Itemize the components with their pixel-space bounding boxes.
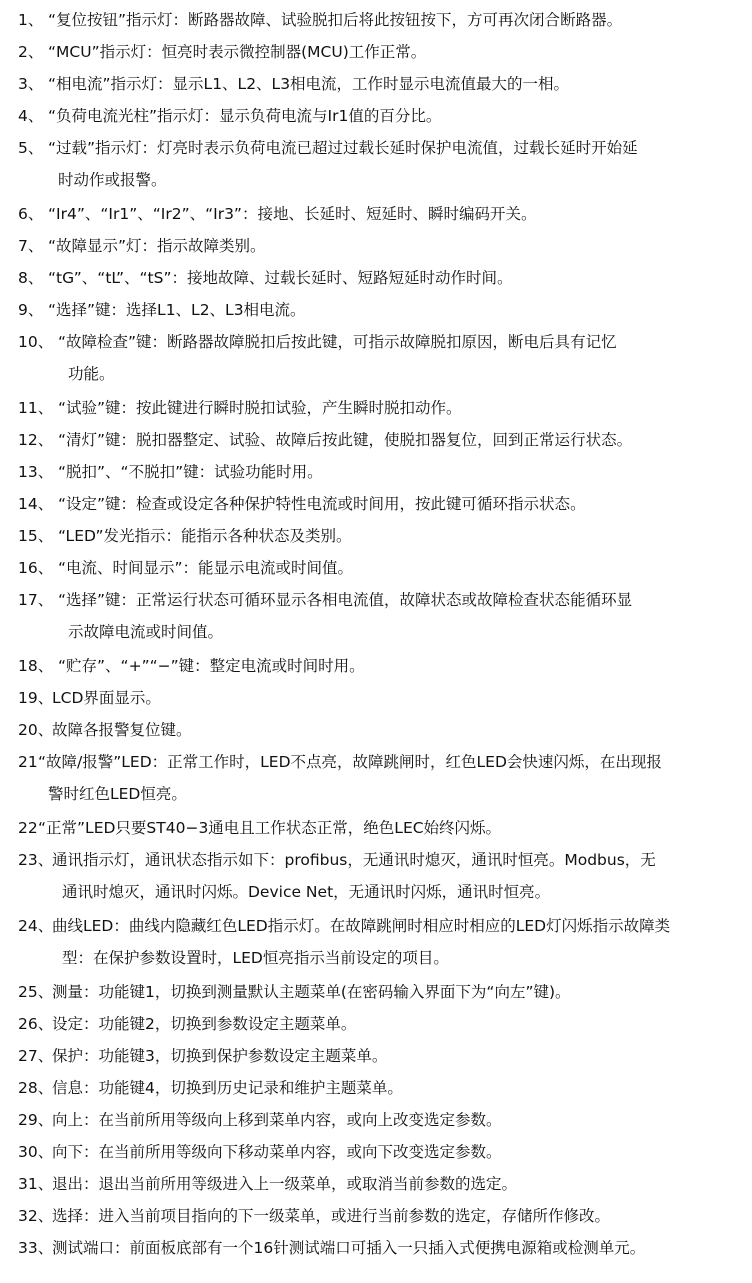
item-text: LCD界面显示。 (52, 689, 161, 707)
item-number: 17、 (18, 591, 54, 609)
item-number: 14、 (18, 495, 54, 513)
item-number: 25、 (18, 983, 54, 1001)
item-number: 18、 (18, 657, 54, 675)
item-text: “Ir4”、“Ir1”、“Ir2”、“Ir3”：接地、长延时、短延时、瞬时编码开关。 (48, 205, 537, 223)
item-number: 29、 (18, 1111, 54, 1129)
item-number: 6、 (18, 205, 44, 223)
item-text: 设定：功能键2，切换到参数设定主题菜单。 (52, 1015, 357, 1033)
item-number: 21 (18, 753, 38, 771)
item-number: 13、 (18, 463, 54, 481)
item-number: 10、 (18, 333, 54, 351)
item-text-continued: 警时红色LED恒亮。 (48, 785, 187, 803)
item-text: “故障显示”灯：指示故障类别。 (48, 237, 266, 255)
item-number: 12、 (18, 431, 54, 449)
item-text-continued: 示故障电流或时间值。 (68, 623, 224, 641)
item-number: 31、 (18, 1175, 54, 1193)
item-number: 11、 (18, 399, 54, 417)
item-text: “设定”键：检查或设定各种保护特性电流或时间用，按此键可循环指示状态。 (58, 495, 586, 513)
item-number: 5、 (18, 139, 44, 157)
item-number: 27、 (18, 1047, 54, 1065)
item-number: 8、 (18, 269, 44, 287)
item-number: 1、 (18, 11, 44, 29)
item-text: 曲线LED：曲线内隐藏红色LED指示灯。在故障跳闸时相应时相应的LED灯闪烁指示故障类 (52, 917, 671, 935)
item-text: 向下：在当前所用等级向下移动菜单内容，或向下改变选定参数。 (52, 1143, 502, 1161)
item-text: 测量：功能键1，切换到测量默认主题菜单(在密码输入界面下为“向左”键)。 (52, 983, 571, 1001)
item-text: “过载”指示灯：灯亮时表示负荷电流已超过过载长延时保护电流值，过载长延时开始延 (48, 139, 638, 157)
item-text: “故障/报警”LED：正常工作时，LED不点亮，故障跳闸时，红色LED会快速闪烁，在出现报 (38, 753, 662, 771)
item-number: 28、 (18, 1079, 54, 1097)
item-text: “相电流”指示灯：显示L1、L2、L3相电流，工作时显示电流值最大的一相。 (48, 75, 570, 93)
item-text: “清灯”键：脱扣器整定、试验、故障后按此键，使脱扣器复位，回到正常运行状态。 (58, 431, 633, 449)
item-text: “电流、时间显示”：能显示电流或时间值。 (58, 559, 354, 577)
item-text: 保护：功能键3，切换到保护参数设定主题菜单。 (52, 1047, 388, 1065)
item-text: 通讯指示灯，通讯状态指示如下：profibus，无通讯时熄灭，通讯时恒亮。Modbus，无 (52, 851, 656, 869)
item-number: 26、 (18, 1015, 54, 1033)
item-text: 向上：在当前所用等级向上移到菜单内容，或向上改变选定参数。 (52, 1111, 502, 1129)
item-text: “负荷电流光柱”指示灯：显示负荷电流与Ir1值的百分比。 (48, 107, 442, 125)
item-text: “LED”发光指示：能指示各种状态及类别。 (58, 527, 352, 545)
item-text-continued: 通讯时熄灭，通讯时闪烁。Device Net，无通讯时闪烁，通讯时恒亮。 (62, 883, 551, 901)
item-text: 故障各报警复位键。 (52, 721, 192, 739)
item-number: 3、 (18, 75, 44, 93)
item-number: 4、 (18, 107, 44, 125)
item-number: 16、 (18, 559, 54, 577)
item-text: “选择”键：正常运行状态可循环显示各相电流值，故障状态或故障检查状态能循环显 (58, 591, 633, 609)
item-number: 19、 (18, 689, 54, 707)
item-number: 24、 (18, 917, 54, 935)
item-number: 9、 (18, 301, 44, 319)
item-text: “试验”键：按此键进行瞬时脱扣试验，产生瞬时脱扣动作。 (58, 399, 462, 417)
item-number: 23、 (18, 851, 54, 869)
item-number: 33、 (18, 1239, 54, 1257)
item-number: 2、 (18, 43, 44, 61)
item-number: 22 (18, 819, 38, 837)
item-text: 选择：进入当前项目指向的下一级菜单，或进行当前参数的选定，存储所作修改。 (52, 1207, 611, 1225)
item-text: “脱扣”、“不脱扣”键：试验功能时用。 (58, 463, 323, 481)
item-text-continued: 型：在保护参数设置时，LED恒亮指示当前设定的项目。 (62, 949, 449, 967)
item-text: “tG”、“tL”、“tS”：接地故障、过载长延时、短路短延时动作时间。 (48, 269, 513, 287)
item-text: 测试端口：前面板底部有一个16针测试端口可插入一只插入式便携电源箱或检测单元。 (52, 1239, 646, 1257)
item-text-continued: 功能。 (68, 365, 115, 383)
item-number: 15、 (18, 527, 54, 545)
item-text: 信息：功能键4，切换到历史记录和维护主题菜单。 (52, 1079, 403, 1097)
item-text: “正常”LED只要ST40−3通电且工作状态正常，绝色LEC始终闪烁。 (38, 819, 502, 837)
item-number: 32、 (18, 1207, 54, 1225)
item-number: 20、 (18, 721, 54, 739)
item-text: “贮存”、“+”“−”键：整定电流或时间时用。 (58, 657, 365, 675)
item-text: “故障检查”键：断路器故障脱扣后按此键，可指示故障脱扣原因，断电后具有记忆 (58, 333, 617, 351)
item-text: “MCU”指示灯：恒亮时表示微控制器(MCU)工作正常。 (48, 43, 427, 61)
item-number: 7、 (18, 237, 44, 255)
item-number: 30、 (18, 1143, 54, 1161)
item-text-continued: 时动作或报警。 (58, 171, 167, 189)
item-text: 退出：退出当前所用等级进入上一级菜单，或取消当前参数的选定。 (52, 1175, 518, 1193)
item-text: “选择”键：选择L1、L2、L3相电流。 (48, 301, 306, 319)
item-text: “复位按钮”指示灯：断路器故障、试验脱扣后将此按钮按下，方可再次闭合断路器。 (48, 11, 623, 29)
